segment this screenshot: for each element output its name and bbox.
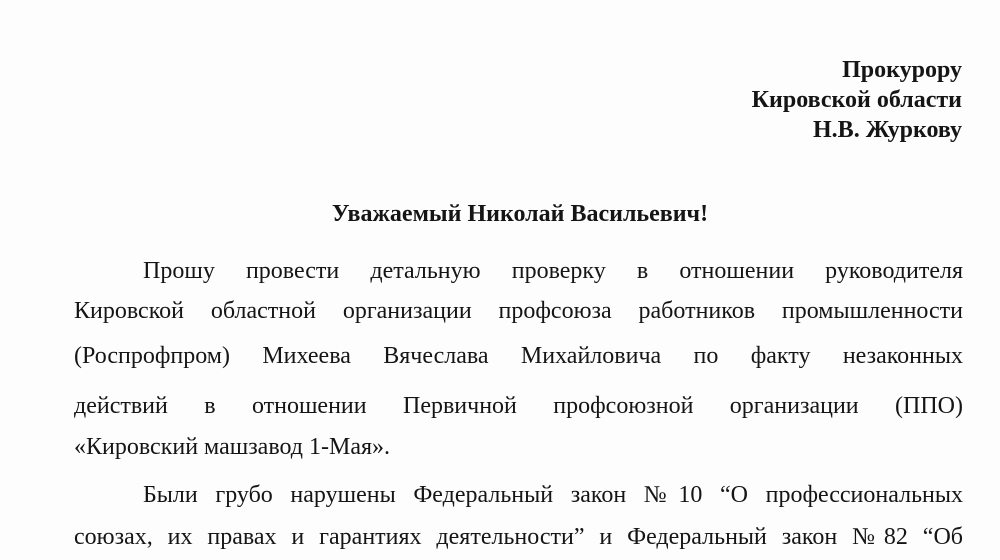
paragraph-2-line-2: союзах, их правах и гарантиях деятельности” и Федеральный закон №82 “Об	[74, 524, 963, 550]
paragraph-1-line-1: Прошу провести детальную проверку в отношении руководителя	[143, 258, 963, 284]
addressee-region: Кировской области	[751, 87, 962, 113]
addressee-title: Прокурору	[842, 57, 962, 83]
paragraph-1-line-3: (Роспрофпром) Михеева Вячеслава Михайловича по факту незаконных	[74, 343, 963, 369]
paragraph-1-line-4: действий в отношении Первичной профсоюзной организации (ППО)	[74, 393, 963, 419]
addressee-block	[752, 55, 962, 145]
greeting: Уважаемый Николай Васильевич!	[331, 201, 709, 227]
paragraph-1-line-5: «Кировский машзавод 1-Мая».	[74, 434, 391, 460]
paragraph-2-line-1: Были грубо нарушены Федеральный закон №10 “О профессиональных	[143, 482, 963, 508]
paragraph-1-line-2: Кировской областной организации профсоюза работников промышленности	[74, 298, 963, 324]
addressee-name: Н.В. Журкову	[813, 117, 962, 143]
